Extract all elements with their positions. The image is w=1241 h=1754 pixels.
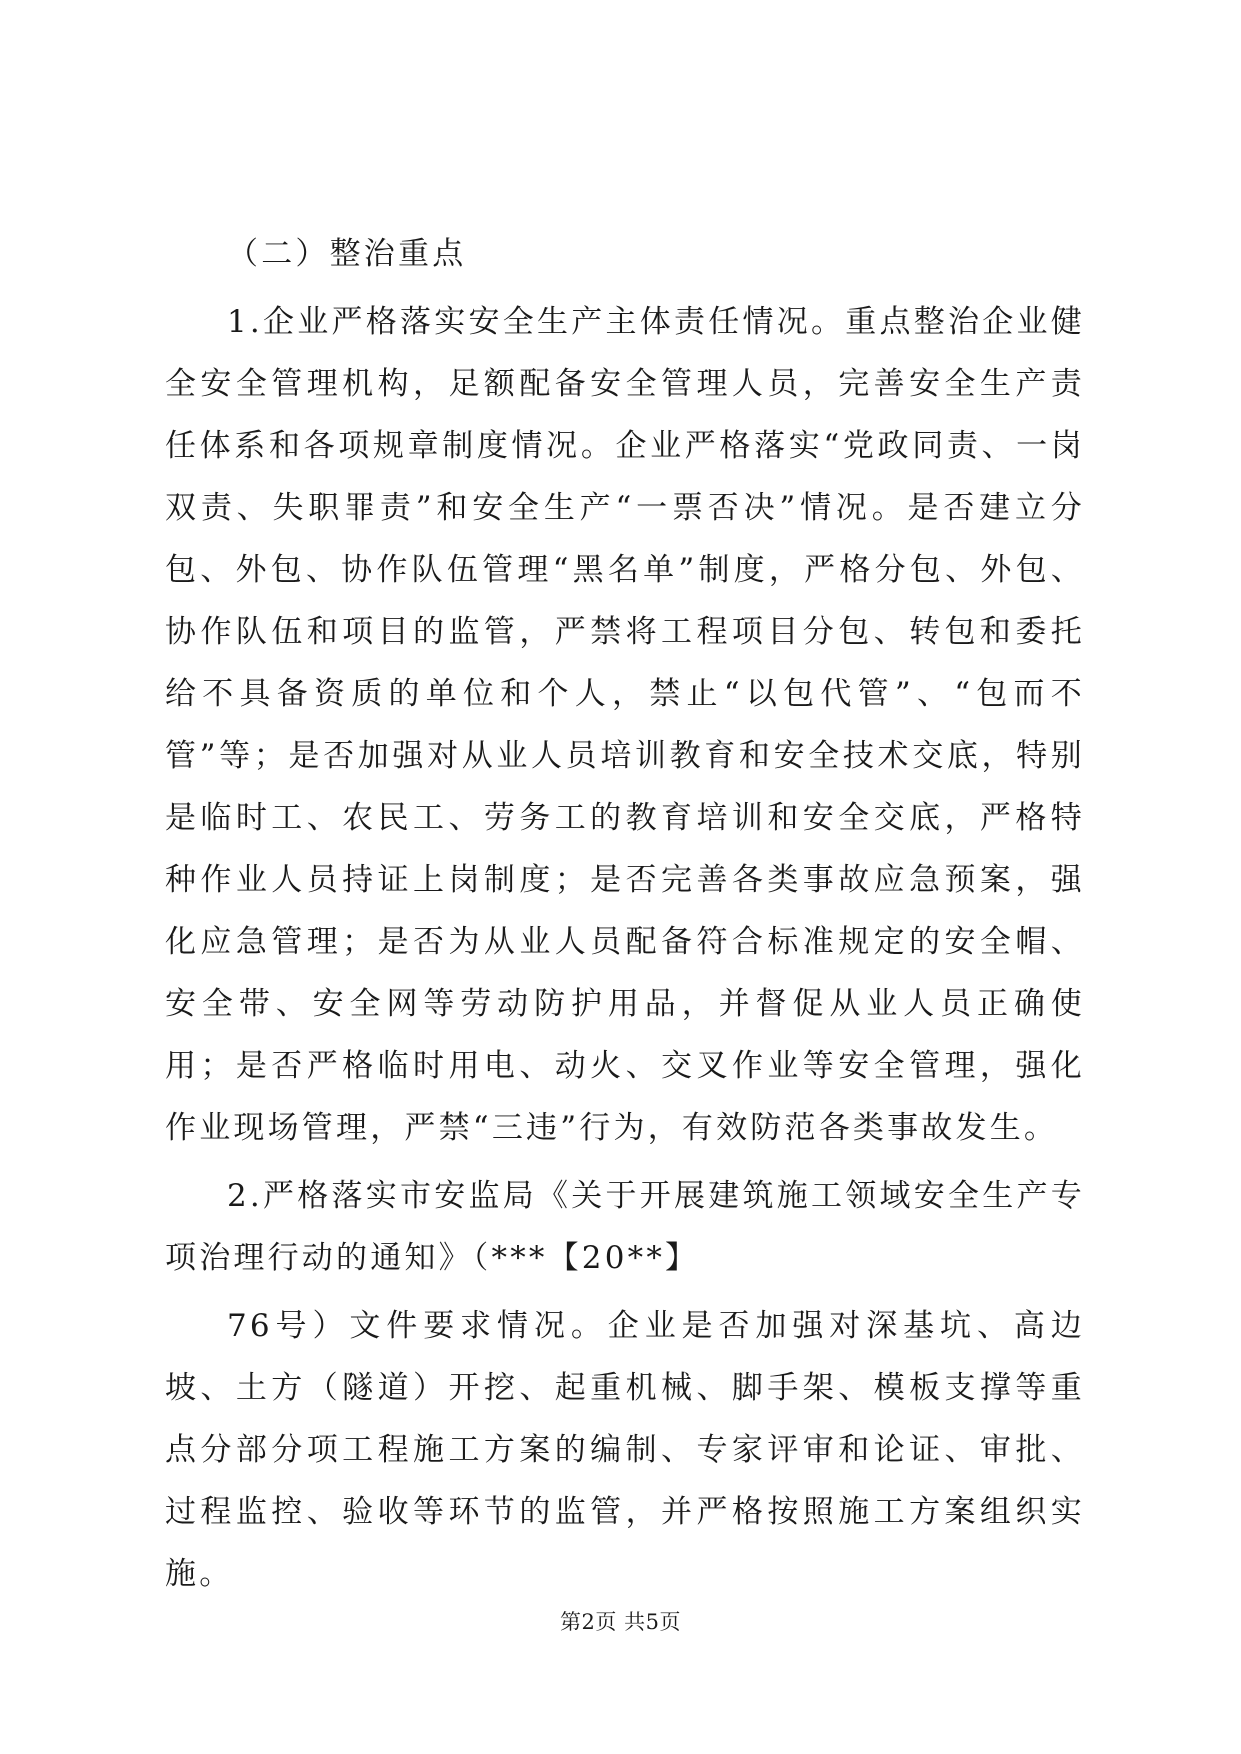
- page-number-footer: 第2页 共5页: [560, 1610, 681, 1634]
- document-body: [165, 223, 1085, 1605]
- paragraph-1: 1.企业严格落实安全生产主体责任情况。重点整治企业健全安全管理机构，足额配备安全管理人员，完善安全生产责任体系和各项规章制度情况。企业严格落实“党政同责、一岗双责、失职罪责”和安全生产“一票否决”情况。是否建立分包、外包、协作队伍管理“黑名单”制度，严格分包、外包、协作队伍和项目的监管，严禁将工程项目分包、转包和委托给不具备资质的单位和个人，禁止“以包代管”、“包而不管”等；是否加强对从业人员培训教育和安全技术交底，特别是临时工、农民工、劳务工的教育培训和安全交底，严格特种作业人员持证上岗制度；是否完善各类事故应急预案，强化应急管理；是否为从业人员配备符合标准规定的安全帽、安全带、安全网等劳动防护用品，并督促从业人员正确使用；是否严格临时用电、动火、交叉作业等安全管理，强化作业现场管理，严禁“三违”行为，有效防范各类事故发生。: [165, 304, 1085, 1146]
- section-heading: （二）整治重点: [227, 236, 467, 272]
- paragraph-2: 2.严格落实市安监局《关于开展建筑施工领域安全生产专项治理行动的通知》（***【20**】: [165, 1178, 1085, 1276]
- paragraph-3: 76号）文件要求情况。企业是否加强对深基坑、高边坡、土方（隧道）开挖、起重机械、脚手架、模板支撑等重点分部分项工程施工方案的编制、专家评审和论证、审批、过程监控、验收等环节的监管，并严格按照施工方案组织实施。: [165, 1308, 1085, 1592]
